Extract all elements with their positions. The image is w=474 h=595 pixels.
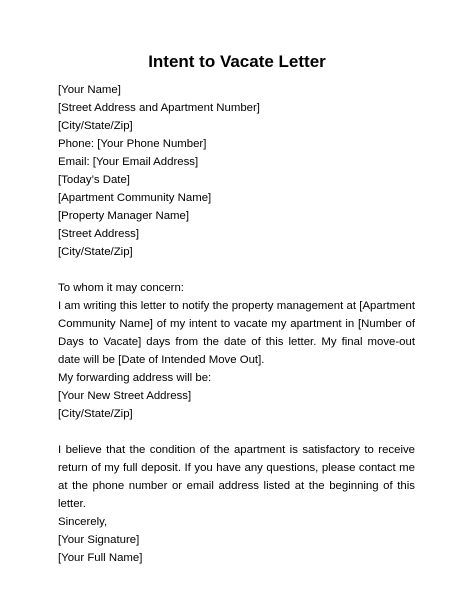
letter-date: [Today’s Date] — [58, 174, 130, 186]
spacer — [58, 261, 415, 279]
recipient-manager: [Property Manager Name] — [58, 210, 190, 222]
full-name: [Your Full Name] — [58, 552, 143, 564]
recipient-community: [Apartment Community Name] — [58, 192, 212, 204]
closing: Sincerely, — [58, 516, 108, 528]
forwarding-city-state-zip: [City/State/Zip] — [58, 408, 133, 420]
body-paragraph-2: I believe that the condition of the apartment is satisfactory to receive return of my full deposit. If you have any questions, please contact me at the phone number or email address listed at the beginning of this letter. — [58, 444, 415, 510]
recipient-street: [Street Address] — [58, 228, 140, 240]
sender-name: [Your Name] — [58, 84, 121, 96]
letter-body — [58, 81, 415, 567]
body-paragraph-1: I am writing this letter to notify the property management at [Apartment Community Name] of my intent to vacate my apartment in [Number of Days to Vacate] days from the date of this letter. My final move-out date will be [Date of Intended Move Out]. — [58, 300, 415, 366]
sender-phone: Phone: [Your Phone Number] — [58, 138, 207, 150]
sender-street: [Street Address and Apartment Number] — [58, 102, 260, 114]
spacer — [58, 423, 415, 441]
sender-city-state-zip: [City/State/Zip] — [58, 120, 133, 132]
forwarding-street: [Your New Street Address] — [58, 390, 192, 402]
letter-title: Intent to Vacate Letter — [148, 52, 326, 71]
signature: [Your Signature] — [58, 534, 140, 546]
salutation: To whom it may concern: — [58, 282, 184, 294]
sender-email: Email: [Your Email Address] — [58, 156, 199, 168]
forwarding-intro: My forwarding address will be: — [58, 372, 212, 384]
recipient-city-state-zip: [City/State/Zip] — [58, 246, 133, 258]
